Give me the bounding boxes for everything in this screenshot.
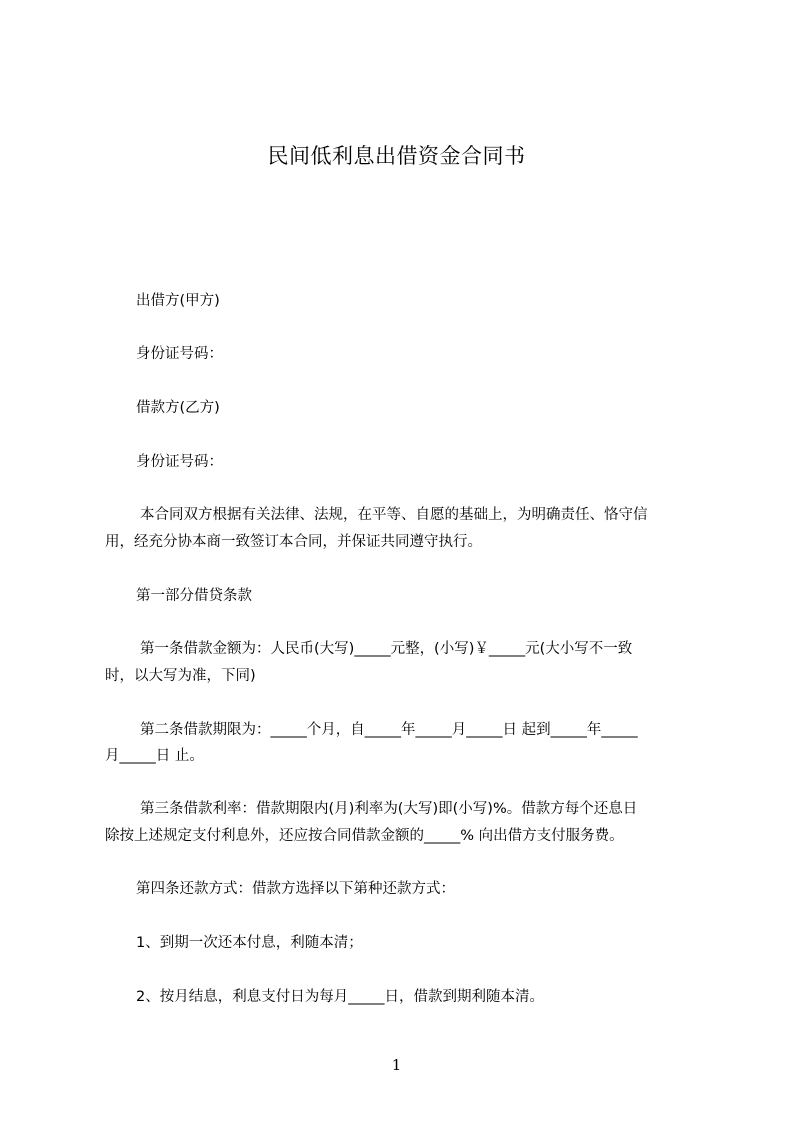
borrower-id-label: 身份证号码： bbox=[136, 454, 223, 470]
part1-heading: 第一部分借贷条款 bbox=[136, 588, 252, 604]
article1-line-1: 第一条借款金额为：人民币(大写)_____元整，(小写)￥_____元(大小写不一致 bbox=[140, 641, 633, 657]
article2-line-1: 第二条借款期限为：_____个月，自_____年_____月_____日 起到_____年_____ bbox=[140, 722, 638, 738]
article4-heading: 第四条还款方式：借款方选择以下第种还款方式： bbox=[136, 881, 455, 897]
article1-line-2: 时，以大写为准，下同) bbox=[105, 668, 256, 684]
article3-line-1: 第三条借款利率：借款期限内(月)利率为(大写)即(小写)%。借款方每个还息日 bbox=[140, 801, 638, 817]
lender-label: 出借方(甲方) bbox=[136, 293, 220, 309]
borrower-label: 借款方(乙方) bbox=[136, 400, 220, 416]
repayment-option-2: 2、按月结息，利息支付日为每月_____日，借款到期利随本清。 bbox=[136, 989, 544, 1005]
preamble-line-1: 本合同双方根据有关法律、法规，在平等、自愿的基础上，为明确责任、恪守信 bbox=[140, 507, 648, 523]
lender-id-label: 身份证号码： bbox=[136, 346, 223, 362]
document-title: 民间低利息出借资金合同书 bbox=[267, 144, 526, 168]
preamble-line-2: 用，经充分协本商一致签订本合同，并保证共同遵守执行。 bbox=[105, 534, 482, 550]
article3-line-2: 除按上述规定支付利息外，还应按合同借款金额的_____% 向出借方支付服务费。 bbox=[105, 828, 624, 844]
repayment-option-1: 1、到期一次还本付息，利随本清； bbox=[136, 935, 363, 951]
article2-line-2: 月_____日 止。 bbox=[105, 748, 204, 764]
page-number: 1 bbox=[391, 1056, 402, 1074]
